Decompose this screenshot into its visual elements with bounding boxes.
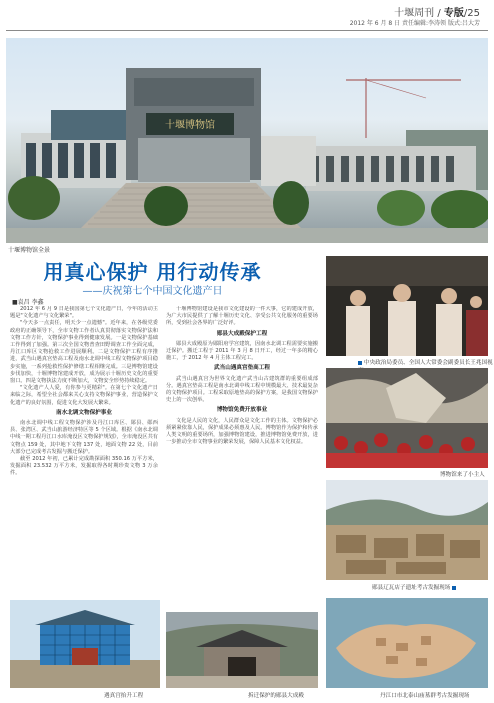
section-heading: 南水北调文物保护事业 xyxy=(56,409,112,416)
museum-sign: 十堰博物馆 xyxy=(165,120,215,131)
article-column-1 xyxy=(10,306,158,598)
tomb-excavation-photo xyxy=(326,598,488,688)
children-photo xyxy=(326,368,488,468)
caption-marker-icon xyxy=(358,361,362,365)
article-paragraph: 截至 2012 年初，已累计完成勘探面积 350.16 万平方米，发掘面积 23.532 万平方米，发掘取得各时期珍贵文物 3 万余件。 xyxy=(10,456,158,477)
yuzhen-photo-caption xyxy=(104,691,143,699)
masthead-divider xyxy=(6,30,488,31)
article-headline: 用真心保护 用行动传承 xyxy=(43,260,262,284)
caption-text: 中央政治局委员、全国人大常委会副委员长王兆国视 xyxy=(364,360,493,366)
section-heading: 武当山遇真宫垫高工程 xyxy=(214,365,270,372)
article-byline: ■袁昌 李鑫 xyxy=(12,299,44,306)
excavation-photo xyxy=(326,480,488,580)
caption-text: 博物馆来了小主人 xyxy=(440,472,485,478)
caption-text: 拆迁保护的郧县大成殿 xyxy=(248,693,304,699)
weekly-name: 十堰周刊 xyxy=(394,8,435,19)
article-column-2 xyxy=(166,306,318,598)
article-paragraph: 郧县大成殿原为郧阳府学宫建筑，因南水北调工程需要实施搬迁保护。搬迁工程于 2011 年 3 月 8 日开工，经过一年多的精心施工，于 2012 年 4 月主体工程完工。 xyxy=(166,340,318,362)
caption-text: 丹江口市北泰山庙墓群考古发掘现场 xyxy=(380,693,470,699)
caption-text: 郧县辽瓦店子遗址考古发掘现场 xyxy=(372,585,451,591)
museum-photo xyxy=(6,38,488,243)
masthead xyxy=(0,0,494,34)
article-paragraph: 武当山遇真宫为世界文化遗产武当山古建筑群的重要组成部分。遇真宫垫高工程是南水北调中线工程中规模最大、技术最复杂的文物保护项目。工程采取原地垫高的保护方案，是我国文物保护史上的一次创举。 xyxy=(166,375,318,404)
dacheng-photo-caption xyxy=(248,691,304,699)
article-paragraph: 2012 年 6 月 9 日是我国第七个文化遗产日，今年的活动主题是"文化遗产与文化繁荣"。 xyxy=(10,306,158,320)
article-paragraph: 十堰博物馆建设是我市文化建设的一件大事，它的建成开放，为广大市民提供了了解十堰历史文化、享受公共文化服务的重要场所，受到社会各界的广泛好评。 xyxy=(166,306,318,327)
dacheng-hall-photo xyxy=(166,612,318,688)
masthead-title: 十堰周刊 / 专版/25 xyxy=(394,8,480,19)
museum-photo-caption: 十堰博物馆全景 xyxy=(8,247,51,254)
section-heading: 郧县大成殿保护工程 xyxy=(216,330,268,337)
inspection-photo xyxy=(326,256,488,356)
article-paragraph: "文化遗产人人爱，有你参与更精彩"。在第七个文化遗产日来临之际，希望全社会都来关心支持文物保护事业，营造保护文化遗产的良好氛围，促进文化大发展大繁荣。 xyxy=(10,385,158,406)
page-number: /25 xyxy=(463,8,480,19)
caption-marker-icon xyxy=(452,586,456,590)
excavation-photo-caption xyxy=(372,583,458,591)
date-line: 2012 年 6 月 8 日 责任编辑:李涛领 版式:吕大芳 xyxy=(349,20,480,27)
article-paragraph: "今天多一点责任，明天少一点遗憾"。近年来，在各级党委政府的正确领导下，全市文物工作者认真贯彻落实文物保护法和文物工作方针，文物保护事业得到健康发展。一是文物保护基础工作得到了加强。第三次全国文物普查田野调查工作全面完成，丹江口库区文物抢救工作进展顺利。二是文物保护工程有序推进，武当山遇真宫垫高工程及南水北调中线工程文物保护项目稳步实施，一系列抢救性保护修缮工程相继完成。三是博物馆建设步伐加快，十堰博物馆建成开放，成为展示十堰历史文化的重要窗口。四是文物执法力度不断加大，文物安全形势持续稳定。 xyxy=(10,320,158,385)
article-subhead: ——庆祝第七个中国文化遗产日 xyxy=(82,286,223,297)
children-photo-caption xyxy=(440,470,485,478)
caption-text: 遇真宫抬升工程 xyxy=(104,693,144,699)
tomb-photo-caption xyxy=(380,691,470,699)
article-paragraph: 文化是人民的文化，人民群众是文化工作的主体。文物保护必须紧紧依靠人民，保护成果必须惠及人民。博物馆作为保护和传承人类文明的重要场所，加强博物馆建设，推进博物馆免费开放，进一步推动全市文物事业的繁荣发展，保障人民基本文化权益。 xyxy=(166,417,318,446)
edition-label: 专版 xyxy=(443,8,464,19)
yuzhen-palace-photo xyxy=(10,600,160,688)
section-heading: 博物馆免费开放事业 xyxy=(216,407,268,414)
article-paragraph: 南水北调中线工程文物保护涉及丹江口库区、郧县、郧西县、张湾区、武当山旅游经济特区等 5 个区域。根据《南水北调中线一期工程丹江口水库淹没区文物保护规划》，全市淹没区共有文物点 159 处，其中地下文物 137 处，地面文物 22 处，目前大部分已完成考古发掘与搬迁保护。 xyxy=(10,420,158,455)
museum-illustration xyxy=(6,38,488,243)
